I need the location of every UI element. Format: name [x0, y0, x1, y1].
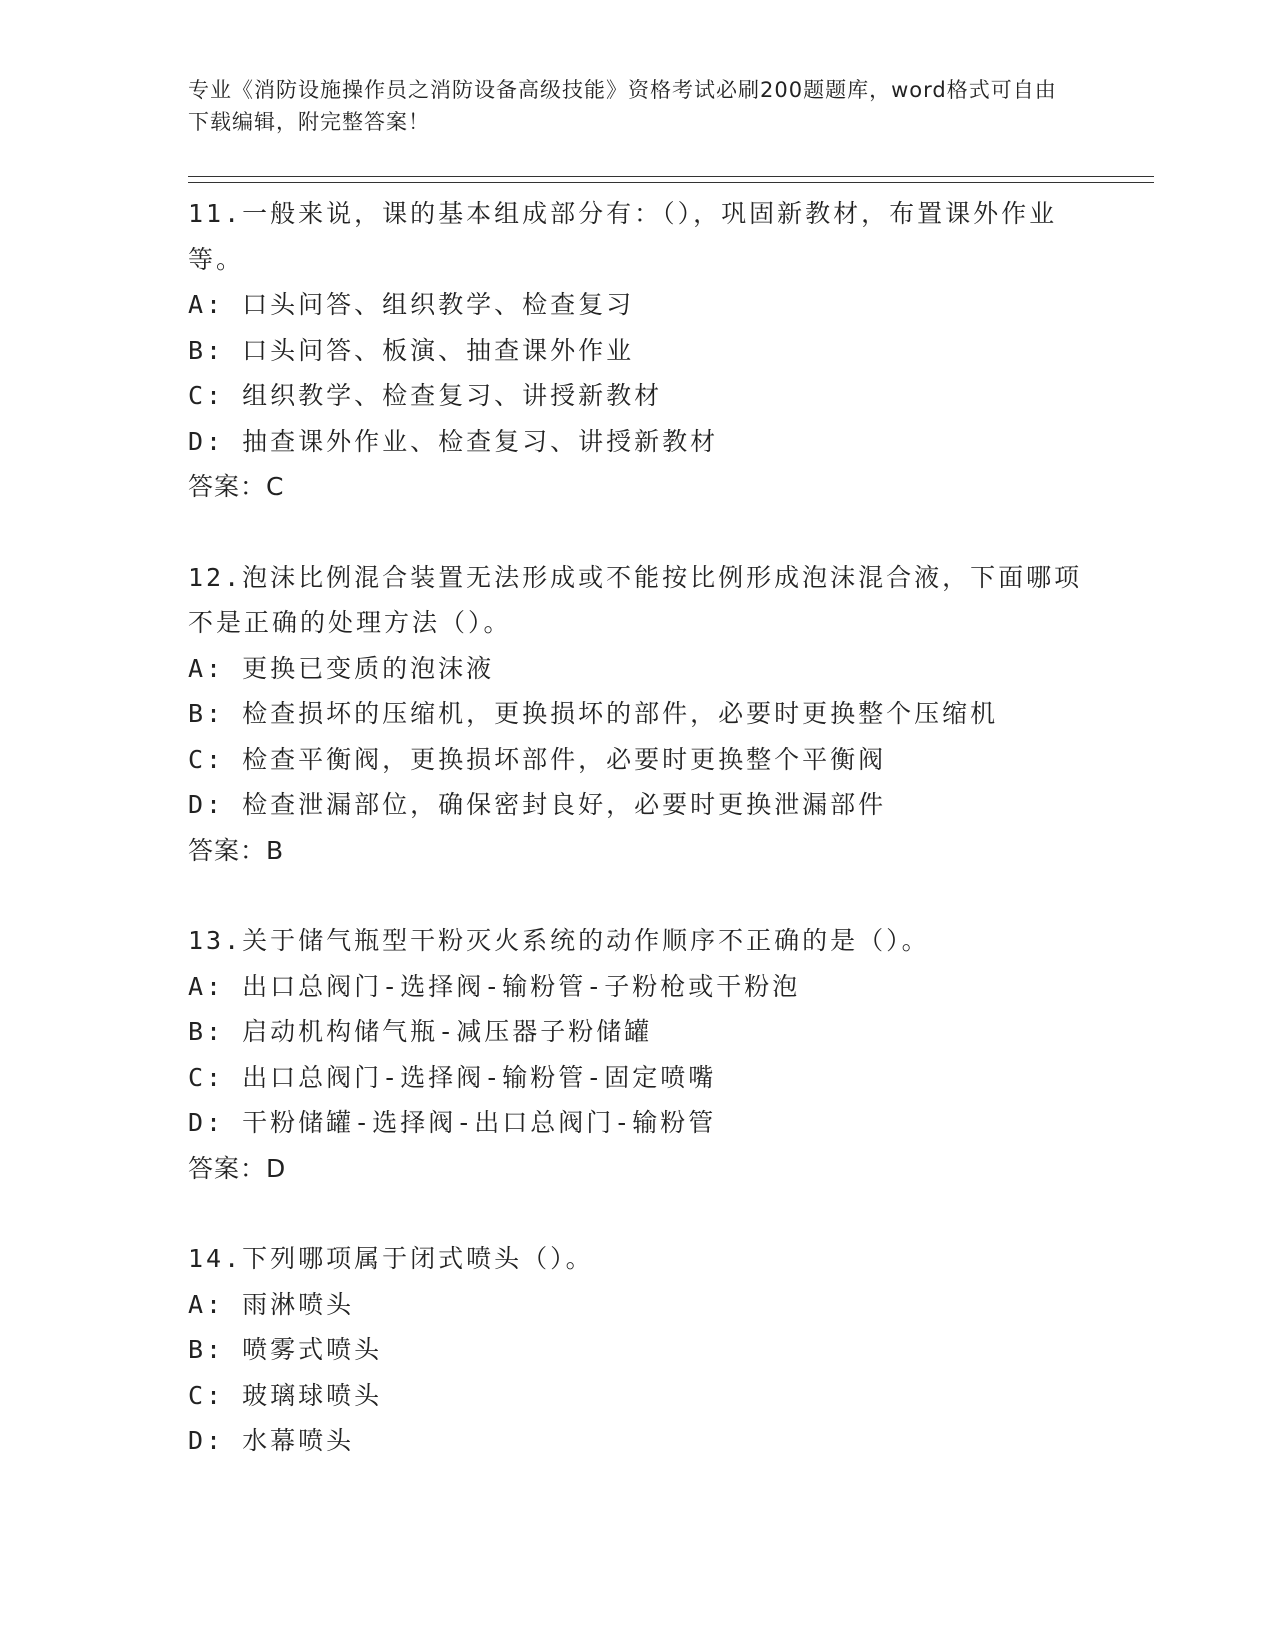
option-d: D: 检查泄漏部位，确保密封良好，必要时更换泄漏部件 — [188, 790, 887, 819]
question-12 — [188, 555, 1088, 874]
question-text: 13.关于储气瓶型干粉灭火系统的动作顺序不正确的是（）。 — [188, 926, 930, 955]
question-text: 12.泡沫比例混合装置无法形成或不能按比例形成泡沫混合液，下面哪项不是正确的处理方法（）。 — [188, 562, 1083, 637]
option-a: A: 更换已变质的泡沫液 — [188, 653, 495, 683]
question-11 — [188, 191, 1088, 510]
option-b: B: 检查损坏的压缩机，更换损坏的部件，必要时更换整个压缩机 — [188, 699, 999, 728]
question-14 — [188, 1236, 1088, 1464]
header-divider-bottom — [188, 182, 1154, 183]
question-13 — [188, 918, 1088, 1191]
option-d: D: 干粉储罐-选择阀-出口总阀门-输粉管 — [188, 1108, 717, 1137]
option-a: A: 出口总阀门-选择阀-输粉管-子粉枪或干粉泡 — [188, 971, 801, 1001]
option-c: C: 检查平衡阀，更换损坏部件，必要时更换整个平衡阀 — [188, 744, 887, 774]
question-text: 14.下列哪项属于闭式喷头（）。 — [188, 1244, 594, 1273]
option-c: C: 玻璃球喷头 — [188, 1380, 383, 1410]
option-a: A: 口头问答、组织教学、检查复习 — [188, 290, 635, 319]
option-b: B: 喷雾式喷头 — [188, 1335, 383, 1364]
option-c: C: 组织教学、检查复习、讲授新教材 — [188, 381, 663, 410]
option-a: A: 雨淋喷头 — [188, 1289, 355, 1319]
option-c: C: 出口总阀门-选择阀-输粉管-固定喷嘴 — [188, 1062, 717, 1092]
question-list — [188, 191, 1088, 1464]
answer: 答案：C — [188, 472, 285, 501]
answer: 答案：B — [188, 835, 285, 865]
answer: 答案：D — [188, 1153, 287, 1183]
option-d: D: 水幕喷头 — [188, 1426, 355, 1455]
header-divider-top — [188, 176, 1154, 177]
option-b: B: 启动机构储气瓶-减压器子粉储罐 — [188, 1017, 653, 1046]
document-header: 专业《消防设施操作员之消防设备高级技能》资格考试必刷200题题库，word格式可自由下载编辑，附完整答案！ — [188, 78, 1057, 134]
question-text: 11.一般来说，课的基本组成部分有：（），巩固新教材，布置课外作业等。 — [188, 199, 1058, 274]
option-b: B: 口头问答、板演、抽查课外作业 — [188, 335, 635, 365]
option-d: D: 抽查课外作业、检查复习、讲授新教材 — [188, 426, 719, 456]
